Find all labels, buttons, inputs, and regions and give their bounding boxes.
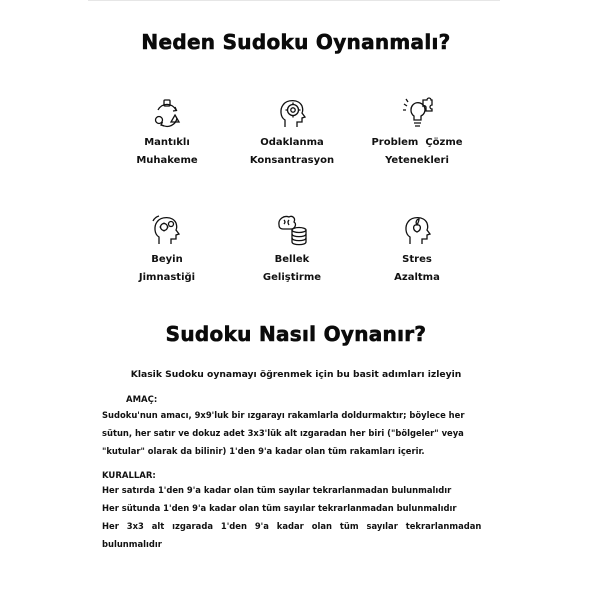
feature-line1: Beyin	[151, 254, 183, 265]
feature-line2: Konsantrasyon	[249, 155, 335, 166]
rule-line: Her 3x3 alt ızgarada 1'den 9'a kadar olan tüm sayılar tekrarlanmadan	[102, 521, 482, 531]
brain-gears-icon	[150, 213, 184, 247]
feature-line2: Geliştirme	[262, 272, 322, 283]
rule-line: Her satırda 1'den 9'a kadar olan tüm sayılar tekrarlanmadan bulunmalıdır	[102, 485, 452, 495]
intro-text: Klasik Sudoku oynamayı öğrenmek için bu basit adımları izleyin	[130, 369, 462, 380]
feature-focus	[227, 96, 357, 170]
feature-line2: Muhakeme	[136, 155, 198, 166]
feature-stress-relief	[352, 213, 482, 287]
calm-head-icon	[400, 213, 434, 247]
feature-line1: Bellek	[274, 254, 310, 265]
feature-line2: Jimnastiği	[138, 272, 196, 283]
puzzle-bulb-icon	[400, 96, 434, 130]
focus-head-icon	[275, 96, 309, 130]
how-heading: Sudoku Nasıl Oynanır?	[165, 322, 427, 346]
goal-title: AMAÇ:	[126, 395, 158, 405]
logic-cycle-icon	[150, 96, 184, 130]
rule-line: Her sütunda 1'den 9'a kadar olan tüm sayılar tekrarlanmadan bulunmalıdır	[102, 503, 457, 513]
feature-logic	[102, 96, 232, 170]
feature-line1: Mantıklı	[144, 137, 190, 148]
rules-title: KURALLAR:	[102, 471, 156, 481]
goal-line: sütun, her satır ve dokuz adet 3x3'lük alt ızgaradan her biri ("bölgeler" veya	[102, 428, 464, 438]
top-divider	[88, 0, 500, 1]
feature-line2: Azaltma	[394, 272, 440, 283]
rules-list	[102, 481, 489, 553]
feature-line1: Odaklanma	[260, 137, 324, 148]
feature-memory	[227, 213, 357, 287]
brain-database-icon	[275, 213, 309, 247]
why-heading: Neden Sudoku Oynanmalı?	[141, 30, 451, 54]
rule-line: bulunmalıdır	[102, 539, 162, 549]
feature-line1: Stres	[402, 254, 432, 265]
goal-paragraph	[102, 406, 489, 460]
goal-line: "kutular" olarak da bilinir) 1'den 9'a kadar olan tüm rakamları içerir.	[102, 446, 425, 456]
feature-brain-gym	[102, 213, 232, 287]
feature-line2: Yetenekleri	[385, 155, 449, 166]
feature-line1: Problem Çözme	[371, 137, 463, 148]
feature-problem-solving	[352, 96, 482, 170]
goal-line: Sudoku'nun amacı, 9x9'luk bir ızgarayı rakamlarla doldurmaktır; böylece her	[102, 410, 465, 420]
